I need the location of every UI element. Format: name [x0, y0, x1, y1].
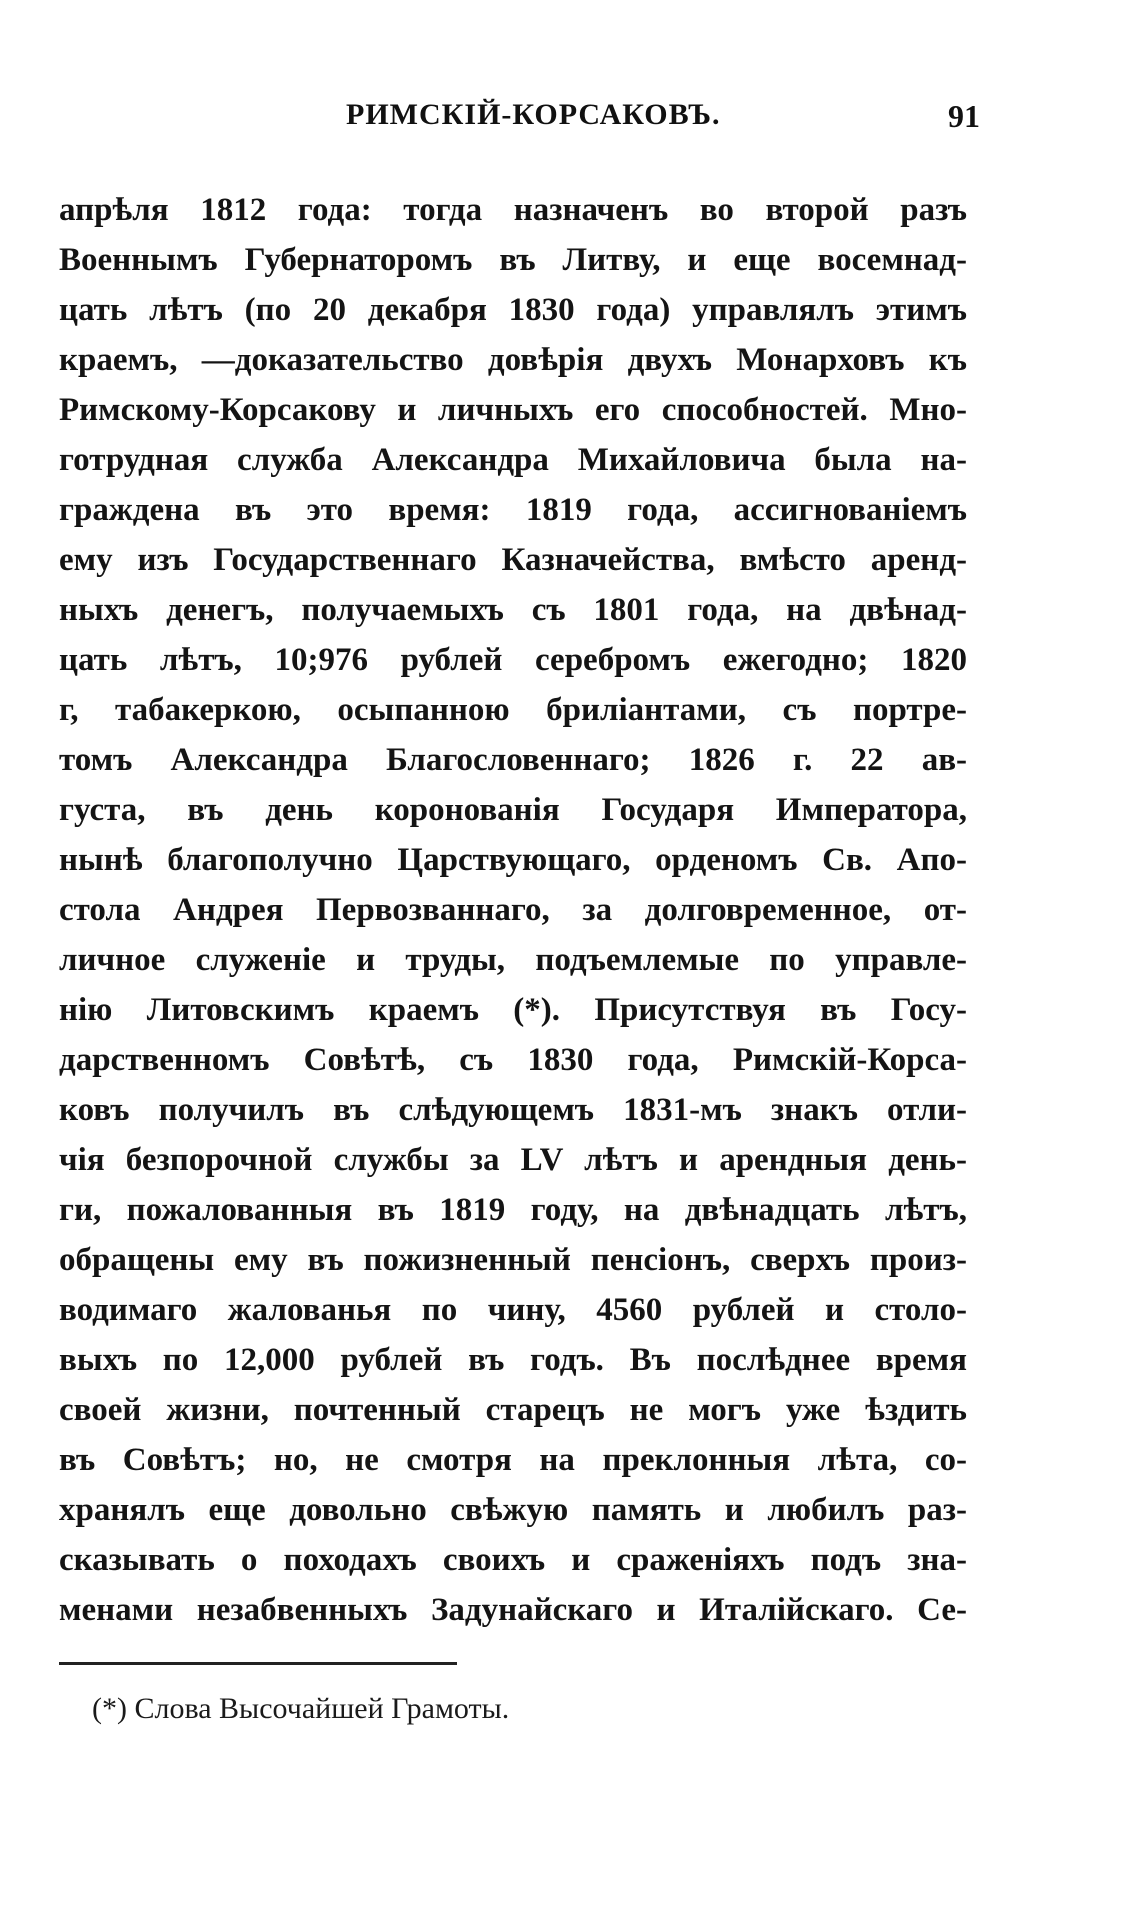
page-header: [0, 98, 1140, 142]
text-line: готрудная служба Александра Михайловича была на-: [59, 442, 967, 478]
text-line: стола Андрея Первозваннаго, за долговременное, от-: [59, 892, 967, 928]
text-line: томъ Александра Благословеннаго; 1826 г. 22 ав-: [59, 742, 967, 778]
text-line: г, табакеркою, осыпанною бриліантами, съ портре-: [59, 692, 967, 728]
text-line: Римскому-Корсакову и личныхъ его способностей. Мно-: [59, 392, 967, 428]
text-line: обращены ему въ пожизненный пенсіонъ, сверхъ произ-: [59, 1242, 967, 1278]
text-line: водимаго жалованья по чину, 4560 рублей и столо-: [59, 1292, 967, 1328]
text-line: апрѣля 1812 года: тогда назначенъ во второй разъ: [59, 192, 967, 228]
text-line: дарственномъ Совѣтѣ, съ 1830 года, Римскій-Корса-: [59, 1042, 967, 1078]
page-number: 91: [948, 98, 980, 134]
text-line: хранялъ еще довольно свѣжую память и любилъ раз-: [59, 1492, 967, 1528]
text-line: личное служеніе и труды, подъемлемые по управле-: [59, 942, 967, 978]
text-line: цать лѣтъ (по 20 декабря 1830 года) управлялъ этимъ: [59, 292, 967, 328]
text-line: чія безпорочной службы за LV лѣтъ и арендныя день-: [59, 1142, 967, 1178]
text-line: менами незабвенныхъ Задунайскаго и Италійскаго. Се-: [59, 1592, 967, 1628]
text-line: нынѣ благополучно Царствующаго, орденомъ Св. Апо-: [59, 842, 967, 878]
text-line: краемъ, —доказательство довѣрія двухъ Монарховъ къ: [59, 342, 967, 378]
text-line: ковъ получилъ въ слѣдующемъ 1831-мъ знакъ отли-: [59, 1092, 967, 1128]
footnote: (*) Слова Высочайшей Грамоты.: [92, 1692, 510, 1725]
running-title: РИМСКІЙ-КОРСАКОВЪ.: [346, 98, 721, 131]
text-line: ныхъ денегъ, получаемыхъ съ 1801 года, на двѣнад-: [59, 592, 967, 628]
text-line: ему изъ Государственнаго Казначейства, вмѣсто аренд-: [59, 542, 967, 578]
text-line: густа, въ день коронованія Государя Императора,: [59, 792, 967, 828]
body-text: [59, 185, 967, 1635]
text-line: нію Литовскимъ краемъ (*). Присутствуя въ Госу-: [59, 992, 967, 1028]
text-line: ги, пожалованныя въ 1819 году, на двѣнадцать лѣтъ,: [59, 1192, 967, 1228]
text-line: граждена въ это время: 1819 года, ассигнованіемъ: [59, 492, 967, 528]
footnote-rule: [59, 1662, 457, 1665]
text-line: цать лѣтъ, 10;976 рублей серебромъ ежегодно; 1820: [59, 642, 967, 678]
text-line: сказывать о походахъ своихъ и сраженіяхъ подъ зна-: [59, 1542, 967, 1578]
text-line: выхъ по 12,000 рублей въ годъ. Въ послѣднее время: [59, 1342, 967, 1378]
text-line: въ Совѣтъ; но, не смотря на преклонныя лѣта, со-: [59, 1442, 967, 1478]
text-line: своей жизни, почтенный старецъ не могъ уже ѣздить: [59, 1392, 967, 1428]
text-line: Военнымъ Губернаторомъ въ Литву, и еще восемнад-: [59, 242, 967, 278]
